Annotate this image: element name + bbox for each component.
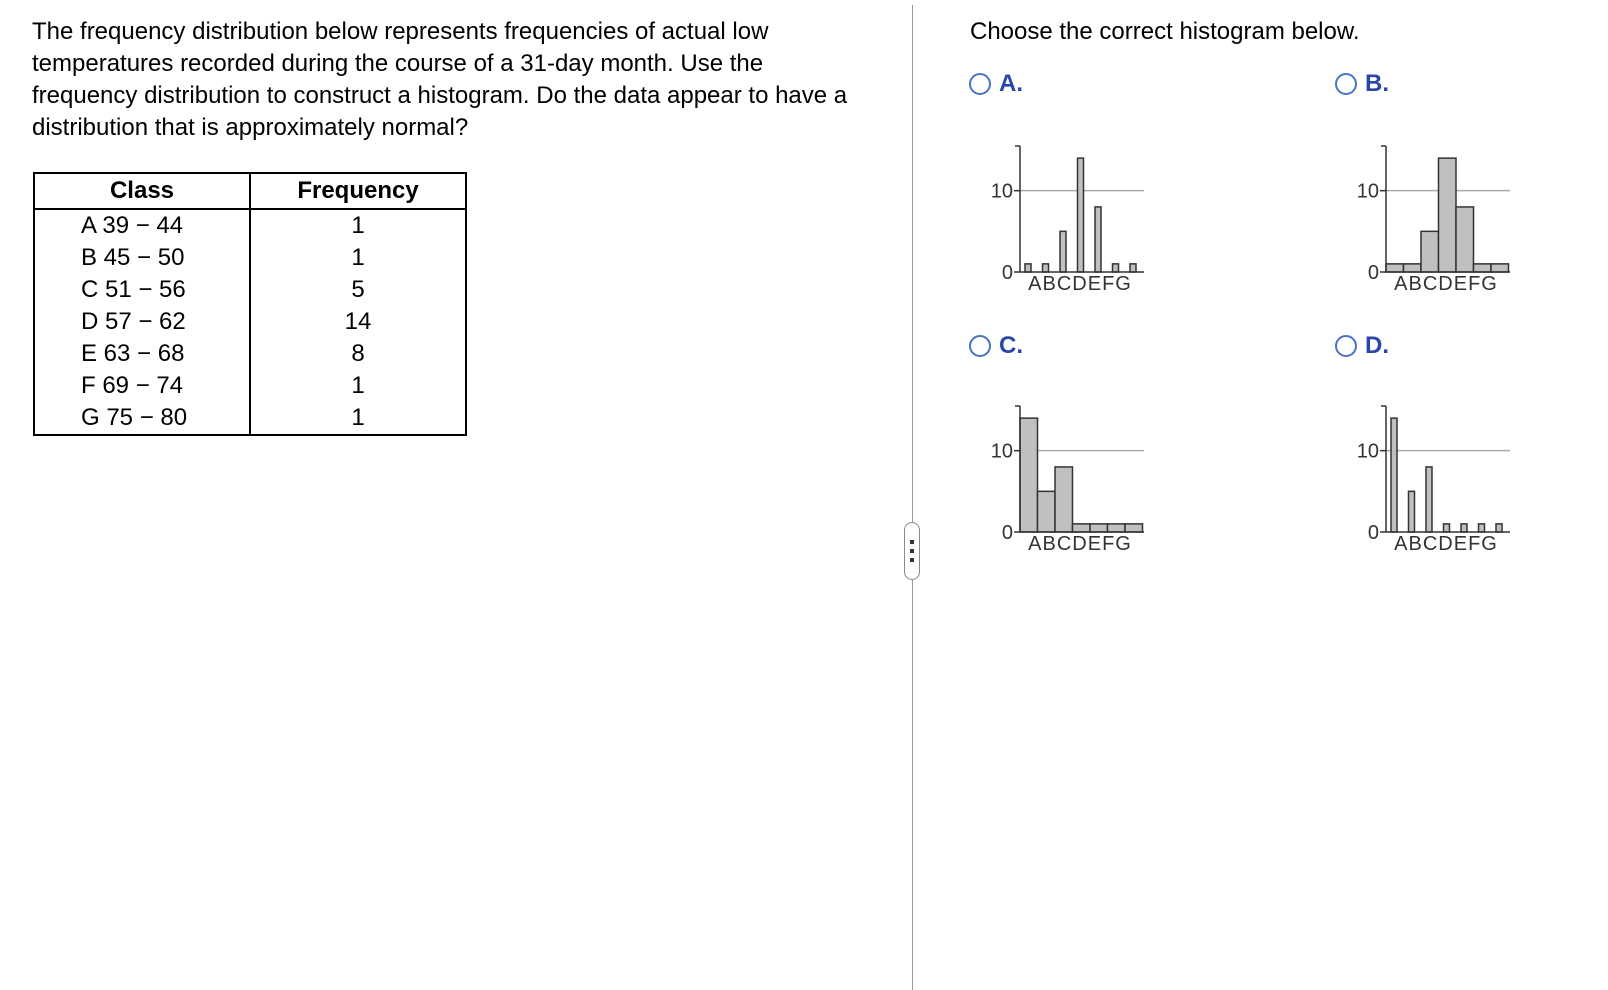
radio-a[interactable] (969, 73, 991, 95)
histogram-c (984, 400, 1184, 560)
option-d-label: D. (1365, 332, 1389, 359)
histogram-bar-f (1474, 264, 1492, 272)
histogram-bar-b (1404, 264, 1422, 272)
panel-divider (912, 5, 913, 990)
column-header-class: Class (34, 173, 250, 209)
radio-b[interactable] (1335, 73, 1357, 95)
histogram-bar-a (1391, 418, 1397, 532)
histogram-bar-a (1025, 264, 1031, 272)
y-tick-label: 10 (1356, 440, 1379, 463)
option-b-label: B. (1365, 70, 1389, 97)
histogram-bar-e (1095, 207, 1101, 272)
table-row (34, 274, 466, 306)
frequency-cell: 14 (344, 308, 372, 335)
class-cell: G 75 − 80 (34, 402, 250, 435)
class-cell: B 45 − 50 (34, 242, 250, 274)
histogram-bar-g (1130, 264, 1136, 272)
class-cell: A 39 − 44 (34, 209, 250, 242)
y-tick-label: 0 (1367, 522, 1379, 544)
histogram-bar-c (1055, 467, 1073, 532)
histogram-bar-c (1060, 231, 1066, 272)
histogram-bar-d (1073, 524, 1091, 532)
histogram-bar-a (1386, 264, 1404, 272)
table-row (34, 370, 466, 402)
frequency-cell: 1 (351, 372, 365, 399)
grip-dot-icon (910, 540, 914, 544)
y-tick-label: 10 (990, 440, 1013, 463)
option-c-label: C. (999, 332, 1023, 359)
x-tick-labels: ABCDEFG (1028, 533, 1132, 555)
table-row (34, 242, 466, 274)
frequency-cell: 1 (351, 404, 365, 431)
histogram-bar-d (1439, 158, 1457, 272)
class-cell: D 57 − 62 (34, 306, 250, 338)
histogram-bar-e (1456, 207, 1474, 272)
frequency-cell: 1 (351, 244, 365, 271)
class-cell: E 63 − 68 (34, 338, 250, 370)
prompt-text: Choose the correct histogram below. (970, 18, 1360, 45)
table-row (34, 338, 466, 370)
table-row (34, 209, 466, 242)
option-d[interactable] (1335, 332, 1389, 360)
histogram-bar-c (1426, 467, 1432, 532)
frequency-table (33, 172, 467, 436)
column-header-frequency: Frequency (250, 173, 466, 209)
histogram-bar-b (1409, 491, 1415, 532)
histogram-bar-f (1479, 524, 1485, 532)
histogram-b (1350, 140, 1550, 300)
x-tick-labels: ABCDEFG (1394, 533, 1498, 555)
option-a[interactable] (969, 70, 1023, 98)
y-tick-label: 0 (1001, 262, 1013, 284)
x-tick-labels: ABCDEFG (1028, 273, 1132, 295)
y-tick-label: 0 (1001, 522, 1013, 544)
table-row (34, 402, 466, 435)
option-c[interactable] (969, 332, 1023, 360)
table-row (34, 306, 466, 338)
histogram-bar-f (1108, 524, 1126, 532)
question-text: The frequency distribution below represents frequencies of actual low temperatures recorded during the course of a 31-day month. Use the frequency distribution to construct a histogram. Do the data appear to have a distribution that is approximately normal? (32, 18, 848, 141)
histogram-bar-a (1020, 418, 1038, 532)
histogram-a (984, 140, 1184, 300)
histogram-bar-b (1038, 491, 1056, 532)
radio-c[interactable] (969, 335, 991, 357)
histogram-bar-c (1421, 231, 1439, 272)
frequency-cell: 8 (351, 340, 365, 367)
y-tick-label: 0 (1367, 262, 1379, 284)
histogram-bar-e (1090, 524, 1108, 532)
x-tick-labels: ABCDEFG (1394, 273, 1498, 295)
grip-dot-icon (910, 558, 914, 562)
frequency-cell: 1 (351, 212, 365, 239)
histogram-bar-g (1125, 524, 1143, 532)
histogram-bar-g (1491, 264, 1509, 272)
histogram-bar-b (1043, 264, 1049, 272)
option-a-label: A. (999, 70, 1023, 97)
class-cell: F 69 − 74 (34, 370, 250, 402)
class-cell: C 51 − 56 (34, 274, 250, 306)
histogram-bar-d (1078, 158, 1084, 272)
grip-dot-icon (910, 549, 914, 553)
frequency-cell: 5 (351, 276, 365, 303)
histogram-bar-e (1461, 524, 1467, 532)
histogram-bar-g (1496, 524, 1502, 532)
histogram-bar-f (1113, 264, 1119, 272)
histogram-bar-d (1444, 524, 1450, 532)
y-tick-label: 10 (1356, 180, 1379, 203)
histogram-d (1350, 400, 1550, 560)
y-tick-label: 10 (990, 180, 1013, 203)
option-b[interactable] (1335, 70, 1389, 98)
radio-d[interactable] (1335, 335, 1357, 357)
panel-resize-handle[interactable] (904, 522, 920, 580)
